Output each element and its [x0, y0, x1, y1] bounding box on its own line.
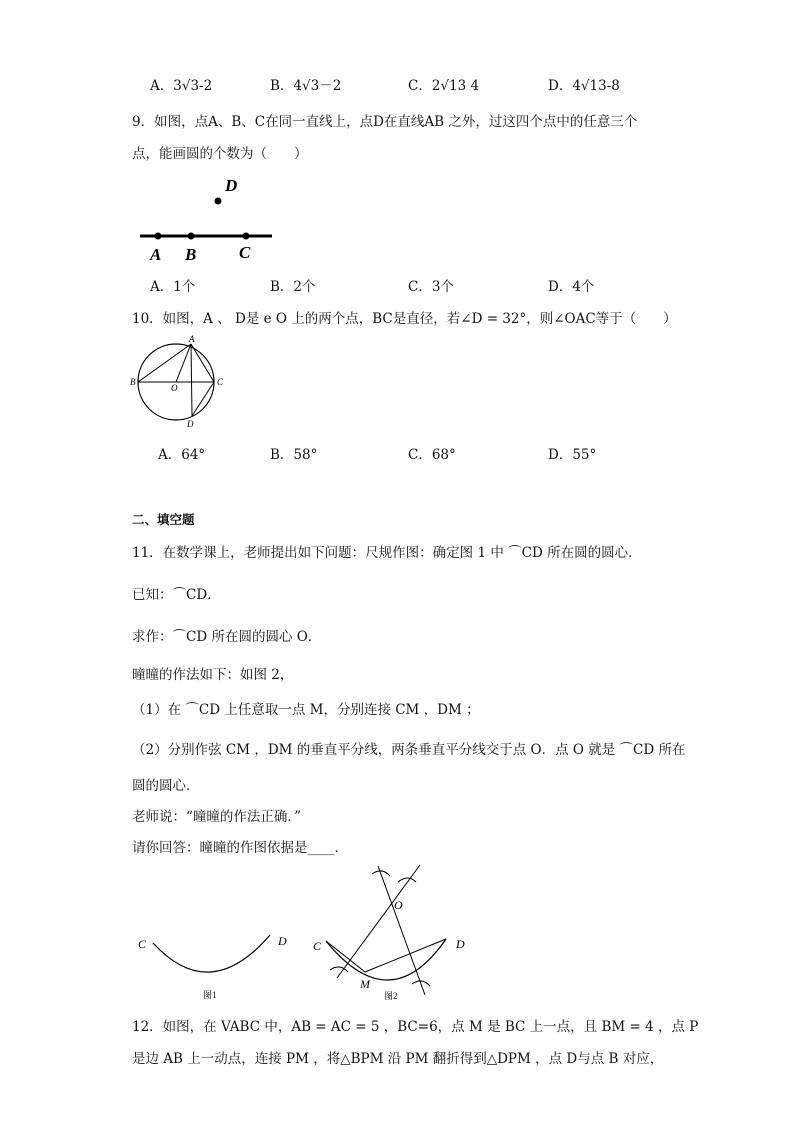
q10-segment-ad [191, 344, 192, 416]
section-title: 二、填空题 [132, 512, 195, 527]
q9-figure [135, 172, 285, 267]
q10-label-a: A [189, 334, 195, 344]
q9-label-b: B [185, 245, 197, 264]
fig1-arc-cd [153, 935, 270, 972]
q11-figure-1 [135, 930, 305, 1005]
q10-question: 10．如图，A 、 D是 e O 上的两个点，BC是直径，若∠D = 32°，则∠OAC等于（ ） [132, 311, 677, 327]
fig1-label-d: D [278, 934, 287, 948]
fig2-bisector-dm [378, 866, 425, 995]
q12-line1: 12．如图，在 VABC 中，AB = AC = 5 ，BC=6，点 M 是 BC 上一点，且 BM = 4 ，点 P [132, 1019, 699, 1035]
fig2-chord-cm [326, 941, 365, 972]
q10-segment-ac [191, 344, 214, 382]
q10-option-c: C．68° [408, 447, 456, 463]
q9-option-b: B．2个 [270, 279, 316, 295]
q11-line7: 圆的圆心． [132, 778, 200, 794]
fig2-caption: 图2 [384, 991, 398, 1001]
q9-point-d [215, 198, 222, 205]
q9-option-c: C．3个 [408, 279, 454, 295]
q8-option-b: B．4√3－2 [270, 78, 342, 94]
q9-options [150, 275, 670, 293]
q10-segment-dc [192, 382, 214, 416]
q11-line5: （1）在 ⌒CD 上任意取一点 M，分别连接 CM ，DM ； [132, 702, 480, 718]
q9-label-d: D [225, 176, 238, 195]
fig2-label-d: D [456, 937, 465, 951]
q10-option-d: D．55° [548, 447, 597, 463]
q12-line2: 是边 AB 上一动点，连接 PM ，将△BPM 沿 PM 翻折得到△DPM ，点 D与点 B 对应， [132, 1051, 664, 1067]
fig2-label-m: M [360, 977, 370, 991]
q10-label-o: O [171, 383, 178, 393]
q10-label-b: B [130, 377, 136, 387]
q10-figure [130, 336, 230, 430]
q9-label-a: A [150, 245, 162, 264]
q11-line8: 老师说：“曈曈的作法正确．” [132, 809, 302, 825]
q11-line4: 曈曈的作法如下：如图 2， [132, 667, 294, 683]
fig2-bisector-cm [337, 865, 420, 978]
q8-options [150, 74, 670, 92]
q11-line1: 11．在数学课上，老师提出如下问题：尺规作图：确定图 1 中 ⌒CD 所在圆的圆心． [132, 545, 642, 561]
q8-option-c: C．2√13 4 [408, 78, 480, 94]
q9-point-b [188, 233, 195, 240]
q9-point-c [243, 233, 250, 240]
q11-figure-2 [310, 860, 475, 1005]
q9-option-a: A．1个 [150, 279, 196, 295]
q10-label-d: D [187, 419, 194, 429]
q11-line9: 请你回答：曈曈的作图依据是____． [132, 840, 348, 856]
q11-line6: （2）分别作弦 CM ，DM 的垂直平分线，两条垂直平分线交于点 O．点 O 就是 ⌒CD 所在 [132, 742, 686, 758]
fig1-caption: 图1 [203, 990, 217, 1000]
fig2-label-o: O [394, 898, 403, 912]
q9-option-d: D．4个 [548, 279, 595, 295]
q10-option-b: B．58° [270, 447, 318, 463]
fig2-chord-dm [365, 939, 446, 972]
q9-question-line2: 点，能画圆的个数为（ ） [132, 146, 308, 162]
q11-line3: 求作：⌒CD 所在圆的圆心 O． [132, 629, 322, 645]
q9-question-line1: 9．如图，点A、B、C在同一直线上，点D在直线AB 之外，过这四个点中的任意三个 [132, 114, 638, 130]
q10-options [158, 443, 670, 461]
fig2-arc-cd [326, 939, 446, 980]
fig2-label-c: C [313, 939, 322, 953]
q10-option-a: A．64° [158, 447, 206, 463]
q8-option-d: D．4√13-8 [548, 78, 620, 94]
q9-label-c: C [239, 243, 251, 262]
q11-line2: 已知：⌒CD． [132, 587, 221, 603]
fig1-label-c: C [138, 937, 147, 951]
q8-option-a: A．3√3-2 [150, 78, 213, 94]
q10-label-c: C [217, 377, 224, 387]
q9-point-a [155, 233, 162, 240]
fig2-arc-mark-3 [330, 967, 348, 972]
fig2-arc-mark-2 [398, 878, 416, 882]
